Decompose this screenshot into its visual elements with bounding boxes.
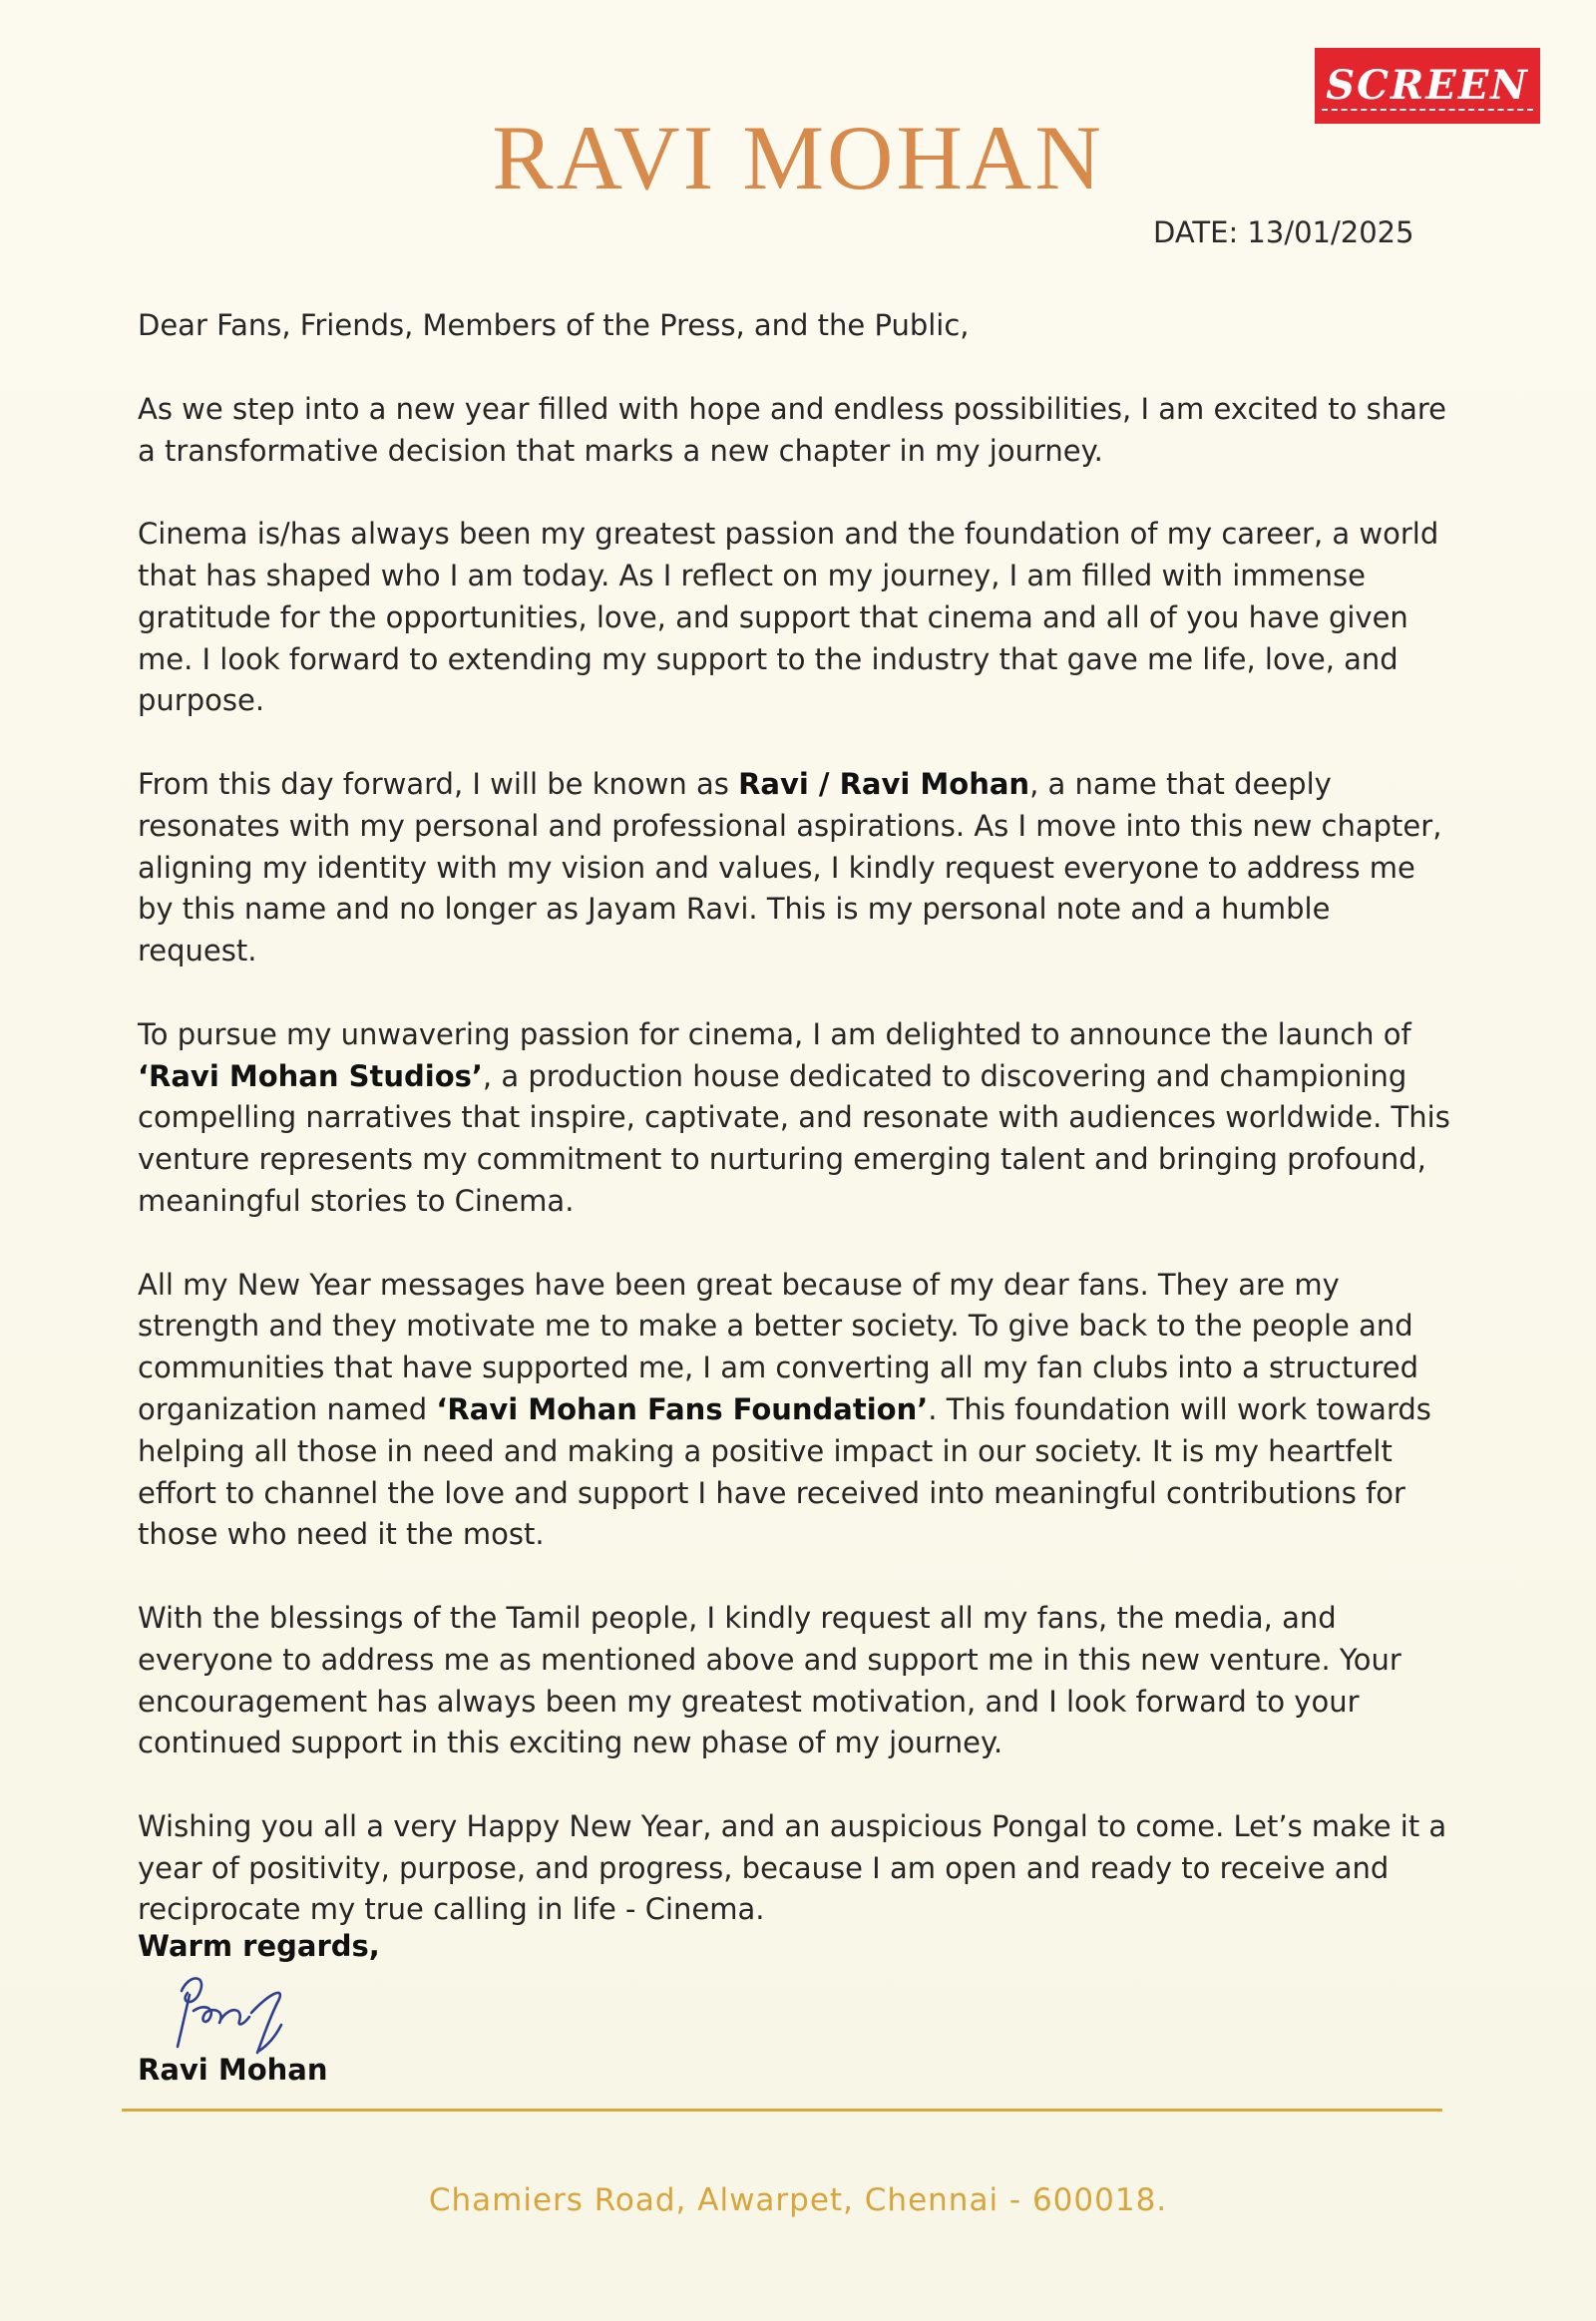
letterhead-title: RAVI MOHAN — [492, 107, 1104, 208]
paragraph-name-change — [138, 764, 1454, 972]
studios-name-highlight: ‘Ravi Mohan Studios’ — [138, 1058, 483, 1093]
signatory-name: Ravi Mohan — [138, 2053, 328, 2087]
new-name-highlight: Ravi / Ravi Mohan — [738, 766, 1030, 801]
foundation-text-after: . This foundation will work towards helping all those in need and making a positive impact in our society. It is my heartfelt effort to channel the love and support I have received into meaningful contributions for those who need it the most. — [138, 1391, 1431, 1552]
paragraph-studios — [138, 1014, 1454, 1223]
screen-logo-text: SCREEN — [1322, 62, 1533, 111]
foundation-text-before: All my New Year messages have been great because of my dear fans. They are my strength and they motivate me to make a better society. To give back to the people and communities that have supported me, I am converting all my fan clubs into a structured organization named — [138, 1267, 1419, 1426]
footer-address: Chamiers Road, Alwarpet, Chennai - 600018. — [428, 2182, 1168, 2218]
name-change-text-before: From this day forward, I will be known as — [138, 766, 739, 801]
closing-regards: Warm regards, — [138, 1929, 380, 1963]
footer-divider — [122, 2109, 1442, 2112]
studios-text-before: To pursue my unwavering passion for cinema, I am delighted to announce the launch of — [138, 1016, 1411, 1051]
letter-body — [138, 305, 1454, 1973]
paragraph-fans-foundation — [138, 1265, 1454, 1557]
handwritten-signature — [160, 1963, 309, 2063]
studios-text-after: , a production house dedicated to discovering and championing compelling narratives that inspire, captivate, and resonate with audiences worldwide. This venture represents my commitment to nurturing emerging talent and bringing profound, meaningful stories to Cinema. — [138, 1058, 1450, 1218]
foundation-name-highlight: ‘Ravi Mohan Fans Foundation’ — [436, 1391, 929, 1426]
name-change-text-after: , a name that deeply resonates with my personal and professional aspirations. As I move into this new chapter, aligning my identity with my vision and values, I kindly request everyone to address me by this name and no longer as Jayam Ravi. This is my personal note and a humble request. — [138, 766, 1442, 968]
letter-date: DATE: 13/01/2025 — [1153, 215, 1414, 249]
paragraph-cinema-passion: Cinema is/has always been my greatest passion and the foundation of my career, a world that has shaped who I am today. As I reflect on my journey, I am filled with immense gratitude for the opportunities, love, and support that cinema and all of you have given me. I look forward to extending my support to the industry that gave me life, love, and purpose. — [138, 517, 1439, 718]
paragraph-new-year: As we step into a new year filled with hope and endless possibilities, I am excited to share a transformative decision that marks a new chapter in my journey. — [138, 391, 1447, 468]
paragraph-wishes: Wishing you all a very Happy New Year, and an auspicious Pongal to come. Let’s make it a year of positivity, purpose, and progress, because I am open and ready to receive and reciprocate my true calling in life - Cinema. — [138, 1808, 1447, 1927]
salutation: Dear Fans, Friends, Members of the Press, and the Public, — [138, 308, 970, 342]
paragraph-blessings: With the blessings of the Tamil people, I kindly request all my fans, the media, and everyone to address me as mentioned above and support me in this new venture. Your encouragement has always been my greatest motivation, and I look forward to your continued support in this exciting new phase of my journey. — [138, 1600, 1401, 1760]
